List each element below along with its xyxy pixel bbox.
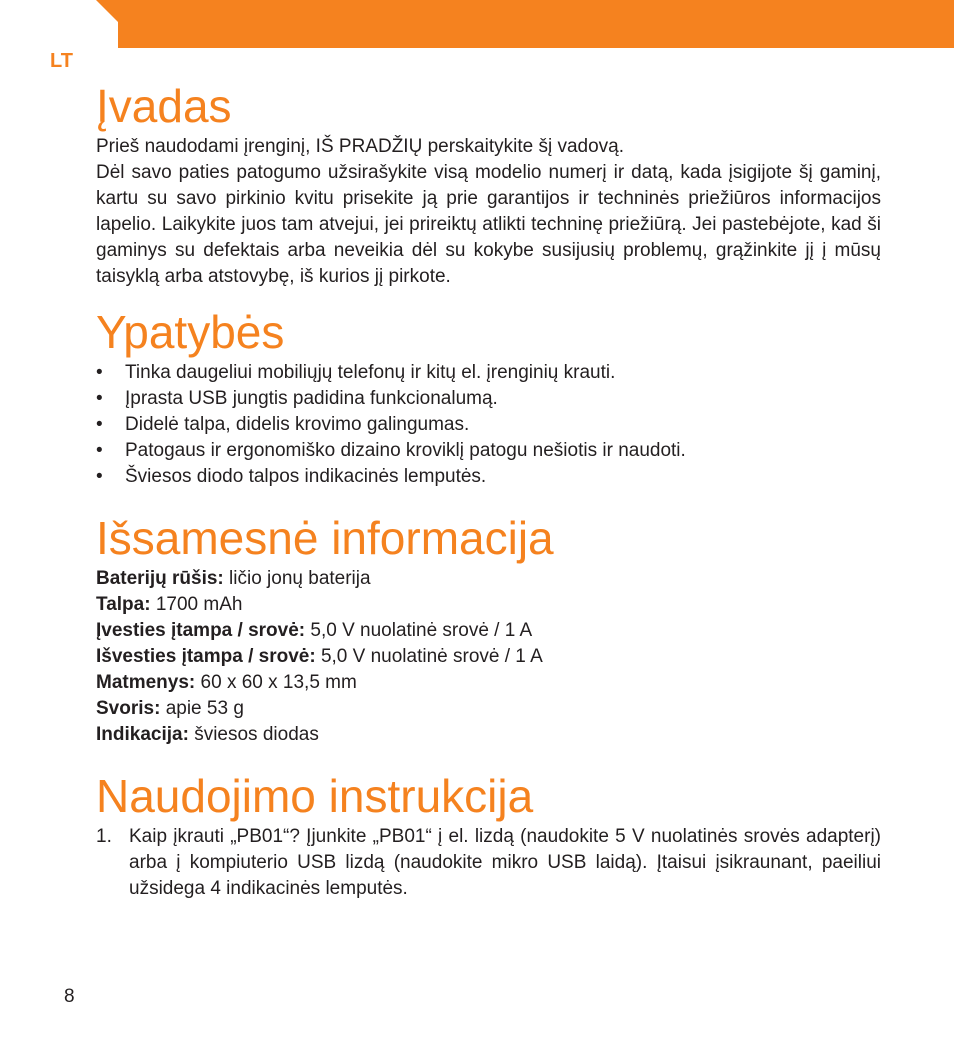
bullet-icon: • xyxy=(96,414,103,435)
spec-value: 1700 mAh xyxy=(150,594,243,615)
feature-text: Patogaus ir ergonomiško dizaino kroviklį patogu nešiotis ir naudoti. xyxy=(125,440,686,461)
header-accent-bar xyxy=(118,0,954,48)
feature-item xyxy=(96,360,881,386)
feature-item xyxy=(96,386,881,412)
spec-label: Matmenys: xyxy=(96,672,196,693)
feature-text: Šviesos diodo talpos indikacinės lemputės. xyxy=(125,466,487,487)
feature-text: Tinka daugeliui mobiliųjų telefonų ir kitų el. įrenginių krauti. xyxy=(125,362,616,383)
spec-label: Įvesties įtampa / srovė: xyxy=(96,620,306,641)
features-title: Ypatybės xyxy=(96,306,285,358)
intro-title: Įvadas xyxy=(96,80,232,132)
intro-line: Dėl savo paties patogumo užsirašykite visą modelio numerį ir datą, kada įsigijote šį gaminį, kartu su savo pirkinio kvitu prisekite ją prie garantijos ir techninės priežiūros informacijos lapelio. Laikykite juos tam atvejui, jei prireiktų atlikti techninę priežiūrą. Jei pastebėjote, kad ši gaminys su defektais arba neveikia dėl su kokybe susijusių problemų, grąžinkite jį į mūsų taisyklą arba atstovybę, iš kurios jį pirkote. xyxy=(96,162,881,287)
step-text: Kaip įkrauti „PB01“? Įjunkite „PB01“ į el. lizdą (naudokite 5 V nuolatinės srovės adapterį) arba į kompiuterio USB lizdą (naudokite mikro USB laidą). Įtaisui įsikraunant, paeiliui užsidega 4 indikacinės lemputės. xyxy=(129,826,881,899)
spec-row xyxy=(96,722,881,748)
bullet-icon: • xyxy=(96,362,103,383)
feature-item xyxy=(96,464,881,490)
page-content xyxy=(96,78,881,902)
feature-text: Įprasta USB jungtis padidina funkcionalumą. xyxy=(125,388,498,409)
spec-row xyxy=(96,696,881,722)
specs-list xyxy=(96,566,881,748)
spec-label: Išvesties įtampa / srovė: xyxy=(96,646,316,667)
bullet-icon: • xyxy=(96,466,103,487)
spec-row xyxy=(96,592,881,618)
spec-row xyxy=(96,644,881,670)
usage-step xyxy=(96,824,881,902)
spec-value: 5,0 V nuolatinė srovė / 1 A xyxy=(305,620,533,641)
spec-row xyxy=(96,566,881,592)
spec-row xyxy=(96,670,881,696)
spec-label: Indikacija: xyxy=(96,724,189,745)
spec-label: Baterijų rūšis: xyxy=(96,568,224,589)
spec-value: šviesos diodas xyxy=(188,724,319,745)
specs-title: Išsamesnė informacija xyxy=(96,512,554,564)
step-number: 1. xyxy=(96,826,112,847)
bullet-icon: • xyxy=(96,440,103,461)
language-code: LT xyxy=(50,50,73,72)
feature-text: Didelė talpa, didelis krovimo galingumas. xyxy=(125,414,470,435)
feature-item xyxy=(96,438,881,464)
spec-value: apie 53 g xyxy=(160,698,244,719)
spec-label: Talpa: xyxy=(96,594,151,615)
spec-row xyxy=(96,618,881,644)
spec-value: 5,0 V nuolatinė srovė / 1 A xyxy=(315,646,543,667)
spec-label: Svoris: xyxy=(96,698,161,719)
features-list xyxy=(96,360,881,490)
spec-value: 60 x 60 x 13,5 mm xyxy=(195,672,357,693)
intro-paragraph xyxy=(96,134,881,290)
usage-steps xyxy=(96,824,881,902)
feature-item xyxy=(96,412,881,438)
spec-value: ličio jonų baterija xyxy=(223,568,371,589)
bullet-icon: • xyxy=(96,388,103,409)
usage-title: Naudojimo instrukcija xyxy=(96,770,534,822)
page-number: 8 xyxy=(64,986,75,1007)
intro-line: Prieš naudodami įrenginį, IŠ PRADŽIŲ perskaitykite šį vadovą. xyxy=(96,136,625,157)
